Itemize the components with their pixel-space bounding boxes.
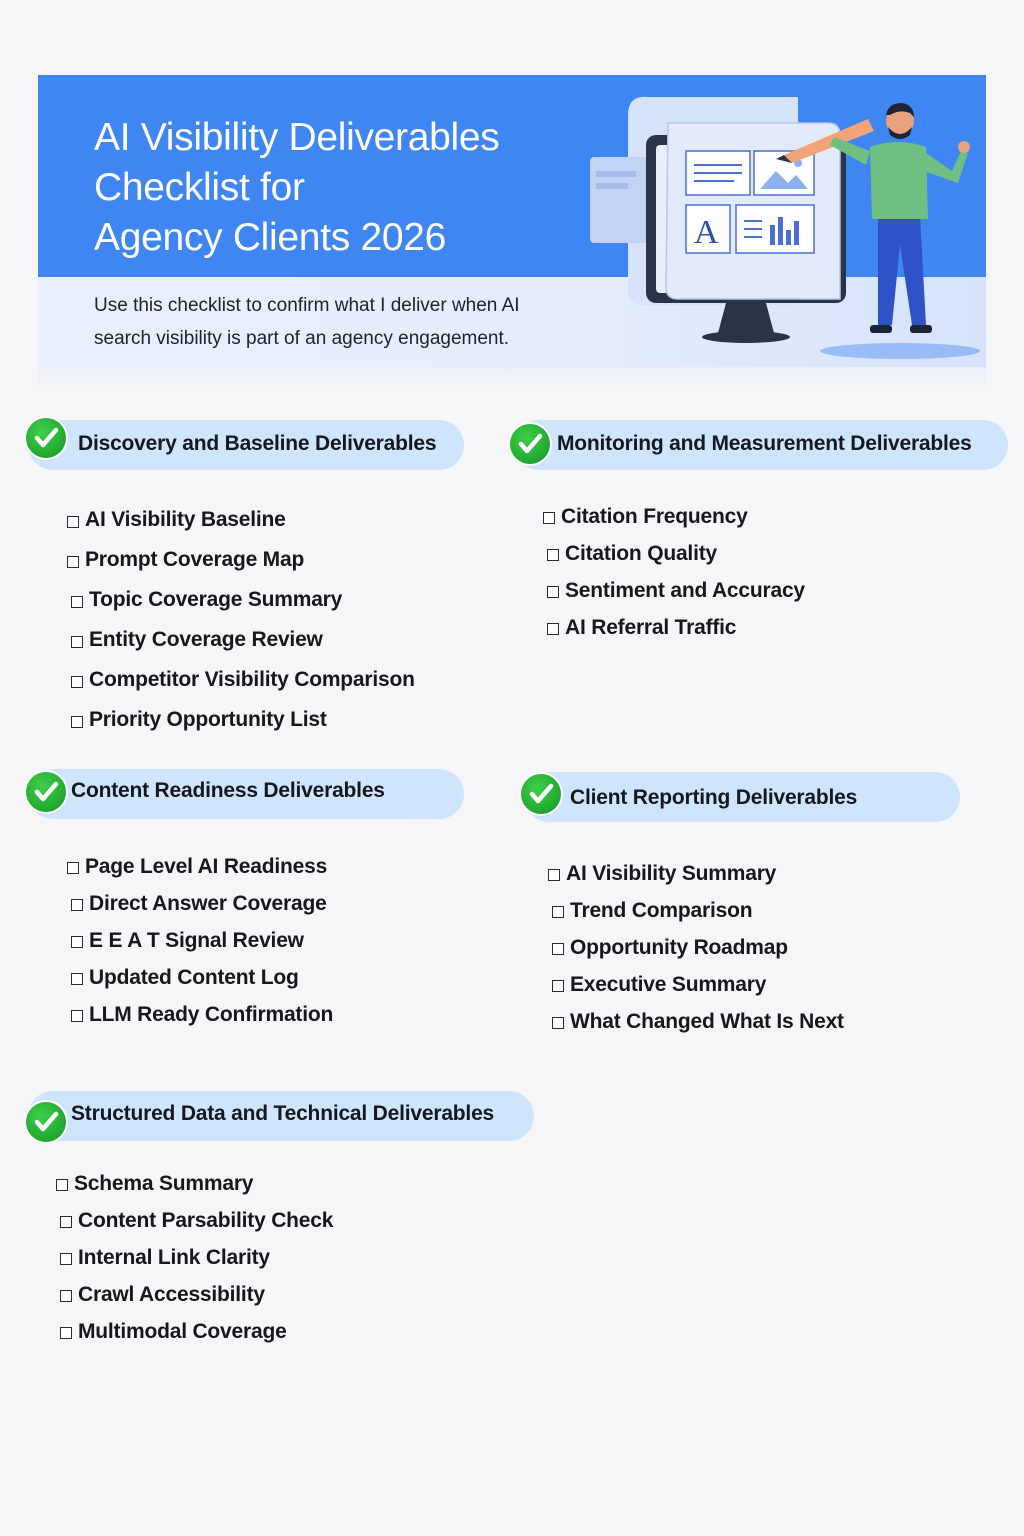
checkbox-icon[interactable] [548,869,560,881]
checkbox-icon[interactable] [71,936,83,948]
list-item[interactable]: Prompt Coverage Map [67,540,415,580]
list-item[interactable]: E E A T Signal Review [71,922,333,959]
checkmark-badge-icon [521,774,561,814]
checkbox-icon[interactable] [547,549,559,561]
list-item[interactable]: Multimodal Coverage [60,1313,333,1350]
list-item[interactable]: AI Referral Traffic [547,609,805,646]
hero-banner [38,75,986,367]
checklist-discovery [67,500,415,740]
page-title-line-2: Checklist for [94,166,305,209]
list-item[interactable]: Crawl Accessibility [60,1276,333,1313]
page-title-line-1: AI Visibility Deliverables [94,116,500,159]
checkmark-badge-icon [26,418,66,458]
checkbox-icon[interactable] [71,899,83,911]
list-item[interactable]: Priority Opportunity List [71,700,415,740]
checkbox-icon[interactable] [71,716,83,728]
checkbox-icon[interactable] [60,1290,72,1302]
checkbox-icon[interactable] [71,636,83,648]
checkbox-icon[interactable] [71,596,83,608]
checklist-technical [56,1165,333,1350]
page-title-line-3: Agency Clients 2026 [94,216,447,259]
checklist-monitoring [543,498,805,646]
page-title [94,113,594,263]
section-title-monitoring: Monitoring and Measurement Deliverables [557,432,972,455]
checkbox-icon[interactable] [60,1216,72,1228]
list-item[interactable]: AI Visibility Baseline [67,500,415,540]
list-item[interactable]: Sentiment and Accuracy [547,572,805,609]
checkmark-badge-icon [510,424,550,464]
list-item[interactable]: Topic Coverage Summary [71,580,415,620]
monitor-illustration [548,75,986,367]
hero-bottom-fade [38,367,986,393]
svg-text:A: A [694,214,719,251]
checkbox-icon[interactable] [60,1327,72,1339]
checkbox-icon[interactable] [67,862,79,874]
list-item[interactable]: Citation Quality [547,535,805,572]
checkbox-icon[interactable] [60,1253,72,1265]
list-item[interactable]: Content Parsability Check [60,1202,333,1239]
page-subtitle [94,289,604,355]
list-item[interactable]: LLM Ready Confirmation [71,996,333,1033]
list-item[interactable]: Citation Frequency [543,498,805,535]
checkbox-icon[interactable] [67,556,79,568]
section-title-reporting: Client Reporting Deliverables [570,786,858,809]
list-item[interactable]: Updated Content Log [71,959,333,996]
list-item[interactable]: Entity Coverage Review [71,620,415,660]
section-title-discovery: Discovery and Baseline Deliverables [78,432,437,455]
list-item[interactable]: Page Level AI Readiness [67,848,333,885]
checkbox-icon[interactable] [71,676,83,688]
checkmark-badge-icon [26,772,66,812]
list-item[interactable]: Executive Summary [552,966,844,1003]
list-item[interactable]: AI Visibility Summary [548,855,844,892]
checkbox-icon[interactable] [543,512,555,524]
page-subtitle-line-1: Use this checklist to confirm what I deliver when AI [94,295,520,316]
list-item[interactable]: Opportunity Roadmap [552,929,844,966]
checklist-content [67,848,333,1033]
checkbox-icon[interactable] [547,623,559,635]
checkbox-icon[interactable] [67,516,79,528]
checkbox-icon[interactable] [552,943,564,955]
list-item[interactable]: Schema Summary [56,1165,333,1202]
checkbox-icon[interactable] [552,906,564,918]
list-item[interactable]: What Changed What Is Next [552,1003,844,1040]
checkbox-icon[interactable] [552,1017,564,1029]
checkmark-badge-icon [26,1102,66,1142]
checkbox-icon[interactable] [71,1010,83,1022]
list-item[interactable]: Direct Answer Coverage [71,885,333,922]
list-item[interactable]: Internal Link Clarity [60,1239,333,1276]
list-item[interactable]: Competitor Visibility Comparison [71,660,415,700]
checkbox-icon[interactable] [56,1179,68,1191]
list-item[interactable]: Trend Comparison [552,892,844,929]
section-title-technical: Structured Data and Technical Deliverables [71,1102,495,1125]
checkbox-icon[interactable] [547,586,559,598]
page-subtitle-line-2: search visibility is part of an agency engagement. [94,328,510,349]
checkbox-icon[interactable] [552,980,564,992]
checklist-reporting [548,855,844,1040]
section-title-content: Content Readiness Deliverables [71,779,385,802]
checkbox-icon[interactable] [71,973,83,985]
